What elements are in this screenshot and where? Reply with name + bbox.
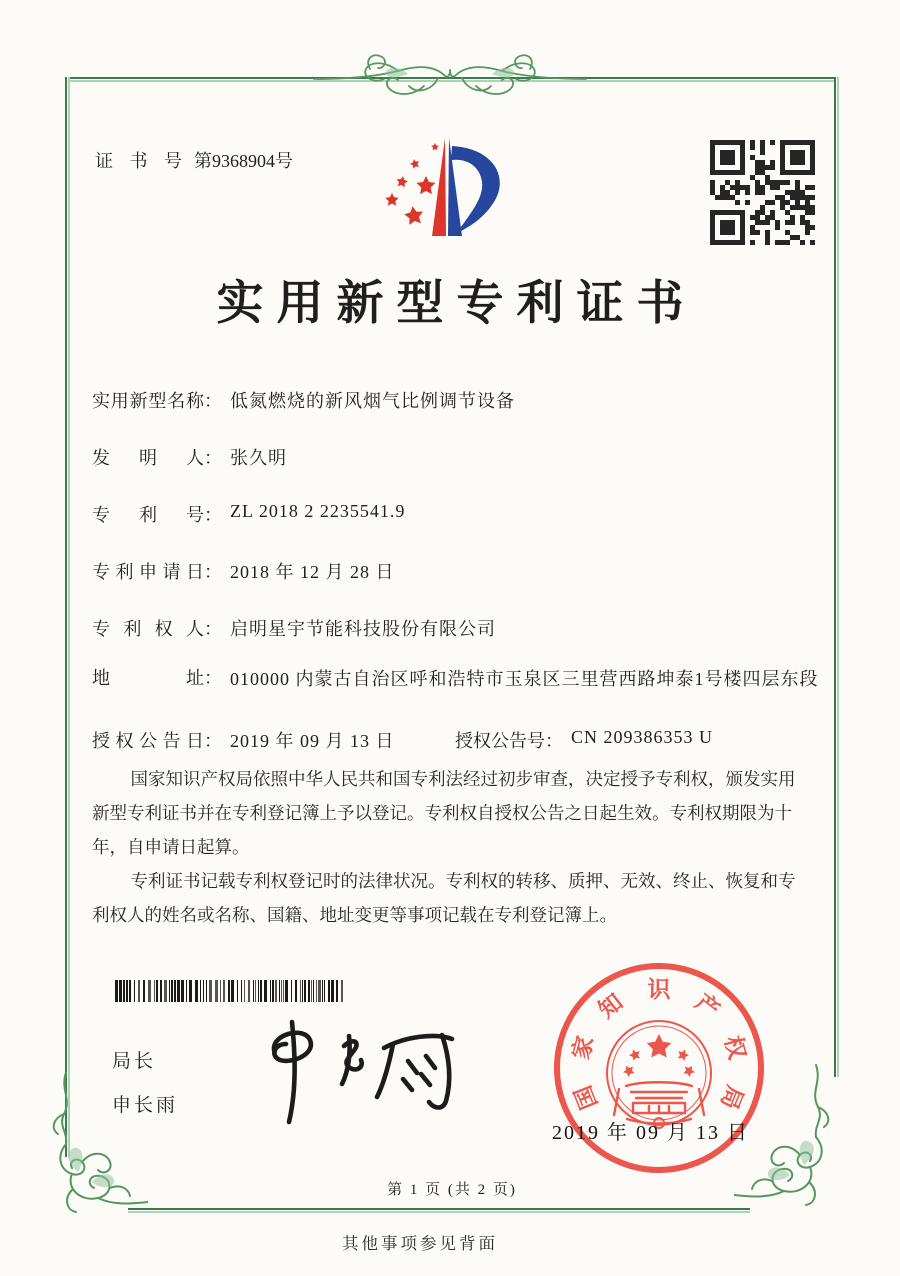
field-row-utility-name [92,387,515,413]
seal-char: 产 [690,989,725,1024]
field-row-patent-number [92,501,405,527]
field-label: 授权公告日 [92,731,204,751]
field-label: 发明人 [92,448,204,468]
legal-text-block [92,762,810,932]
field-value: 2018 年 12 月 28 日 [230,562,395,582]
signer-title: 局长 [112,1051,157,1072]
field-value: CN 209386353 U [571,727,714,747]
certificate-title: 实用新型专利证书 [216,278,697,330]
field-value: ZL 2018 2 2235541.9 [230,501,406,521]
field-colon: ： [204,448,222,468]
field-label: 专利权人 [92,619,204,639]
seal-char: 国 [570,1082,603,1113]
qr-code [710,140,815,250]
field-colon: ： [545,731,563,751]
field-value: 2019 年 09 月 13 日 [230,731,395,751]
signer-name: 申长雨 [112,1095,179,1116]
border-top-line [65,77,839,82]
field-row-address [92,664,822,694]
seal-date: 2019 年 09 月 13 日 [552,1122,749,1144]
field-colon: ： [204,562,222,582]
back-side-note: 其他事项参见背面 [342,1234,498,1253]
field-row-filing-date [92,558,395,584]
page-number: 第 1 页 (共 2 页) [387,1182,517,1198]
border-bottom-line [128,1208,750,1213]
field-label: 授权公告号 [455,731,545,751]
field-value: 张久明 [230,448,287,468]
field-value: 启明星宇节能科技股份有限公司 [230,619,496,639]
seal-char: 权 [719,1033,750,1063]
border-left-line [65,77,70,1157]
certificate-number-value: 第9368904号 [194,151,293,171]
seal-char: 识 [647,977,671,1002]
field-value: 低氮燃烧的新风烟气比例调节设备 [230,391,515,411]
field-colon: ： [204,619,222,639]
certificate-number-label: 证 书 号 [95,151,188,171]
legal-paragraph-1: 国家知识产权局依照中华人民共和国专利法经过初步审查，决定授予专利权，颁发实用新型专利证书并在专利登记簿上予以登记。专利权自授权公告之日起生效。专利权期限为十年，自申请日起算。 [92,769,796,857]
field-colon: ： [204,505,222,525]
barcode [115,980,345,1007]
field-row-inventor [92,444,287,470]
field-label: 专利号 [92,505,204,525]
seal-char: 家 [568,1033,599,1063]
field-colon: ： [204,668,222,688]
field-colon: ： [204,391,222,411]
field-colon: ： [204,731,222,751]
signer-block [112,1040,178,1128]
grant-number-pair [455,727,713,753]
field-value: 010000 内蒙古自治区呼和浩特市玉泉区三里营西路坤泰1号楼四层东段 [230,669,819,689]
seal-char: 局 [715,1082,748,1113]
cnipa-logo-icon [378,134,528,257]
field-label: 实用新型名称 [92,391,204,411]
legal-paragraph-2: 专利证书记载专利权登记时的法律状况。专利权的转移、质押、无效、终止、恢复和专利权人的姓名或名称、国籍、地址变更等事项记载在专利登记簿上。 [92,871,796,925]
field-label: 专利申请日 [92,562,204,582]
seal-char: 知 [593,989,628,1024]
border-right-line [834,77,839,1077]
field-row-grant [92,727,714,753]
certificate-number [95,147,293,173]
field-row-patentee [92,615,496,641]
commissioner-signature [238,1016,470,1133]
field-label: 地址 [92,668,204,688]
